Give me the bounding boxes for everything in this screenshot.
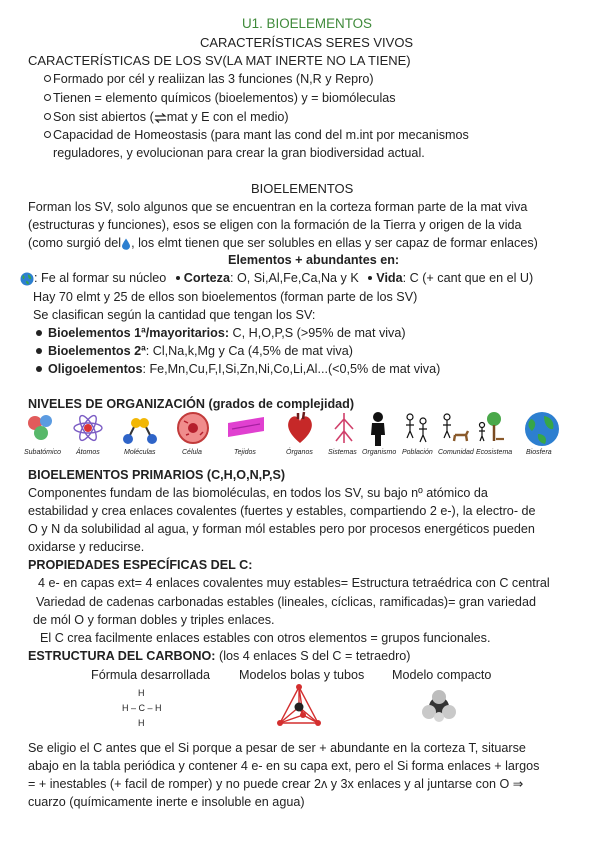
molecule-icon [122,411,158,445]
class-secondary [48,343,353,359]
sv-item-3-prefix: Son sist abiertos ( [53,110,154,124]
cell-icon [176,411,210,445]
ecosystem-icon [476,411,506,447]
conclusion-line: abajo en la tabla periódica y contener 4 e- en su capa ext, pero el Si forma enlaces + largos [28,759,540,773]
sv-item-1: Formado por cél y realiizan las 3 funciones (N,R y Repro) [53,72,374,86]
subatomic-icon [26,411,56,445]
crust-label: Corteza [183,271,230,285]
bullet-icon [44,113,51,120]
primary-heading: BIOELEMENTOS PRIMARIOS (C,H,O,N,P,S) [28,468,286,482]
class-primary-label: Bioelementos 1ª/mayoritarios: [48,326,230,340]
level-caption: Biosfera [526,449,552,456]
class-secondary-text: : Cl,Na,k,Mg y Ca (4,5% de mat viva) [145,344,353,358]
bullet-icon [44,75,51,82]
primary-line: Componentes fundam de las biomoléculas, en todos los SV, su bajo nº atómico da [28,486,488,500]
class-oligo [48,361,440,377]
model-label: Fórmula desarrollada [91,668,210,682]
primary-line: O y N da solubilidad al agua, y forman mól estables pero por procesos energéticos pueden [28,522,535,536]
water-drop-icon [121,238,131,250]
level-caption: Tejidos [234,449,256,456]
earth-text: : Fe al formar su núcleo [34,271,167,285]
level-caption: Población [402,449,433,456]
level-caption: Átomos [76,449,100,456]
system-icon [332,411,356,445]
model-label: Modelo compacto [392,668,492,682]
conclusion-line: Se eligio el C antes que el Si porque a pesar de ser + abundante en la corteza T, situarse [28,741,526,755]
bio-p1-line3a: (como surgió del [28,236,122,250]
primary-line: oxidarse y reducirse. [28,540,145,554]
abundant-line [20,270,533,286]
bullet-icon [44,131,51,138]
bullet-icon [36,366,42,372]
life-label: Vida [376,271,403,285]
class-oligo-label: Oligoelementos [48,362,143,376]
bio-p1-line2: (estructuras y funciones), esos se eligen con la formación de la Tierra y origen de la vida [28,218,522,232]
classify-line: Se clasifican según la cantidad que tengan los SV: [33,308,316,322]
model-label: Modelos bolas y tubos [239,668,365,682]
level-caption: Sistemas [328,449,357,456]
page-subtitle: CARACTERÍSTICAS SERES VIVOS [200,35,414,50]
heart-icon [284,411,316,445]
carbon-heading: PROPIEDADES ESPECÍFICAS DEL C: [28,558,253,572]
tissue-icon [226,411,266,445]
count-line: Hay 70 elmt y 25 de ellos son bioelementos (forman parte de los SV) [33,290,418,304]
class-primary [48,325,406,341]
crust-text: : O, Si,Al,Fe,Ca,Na y K [229,271,359,285]
abundant-heading: Elementos + abundantes en: [228,253,400,267]
structure-line [28,648,410,664]
page-title: U1. BIOELEMENTOS [242,16,372,31]
earth-icon [20,272,34,286]
formula-middle: H – C – H [122,703,162,713]
sv-item-4: Capacidad de Homeostasis (para mant las cond del m.int por mecanismos [53,128,469,142]
level-caption: Moléculas [124,449,156,456]
class-primary-text: C, H,O,P,S (>95% de mat viva) [229,326,406,340]
sv-item-3 [53,109,289,125]
levels-heading: NIVELES DE ORGANIZACIÓN (grados de complejidad) [28,397,355,411]
dot-icon [368,276,372,280]
bio-heading: BIOELEMENTOS [251,181,354,196]
bullet-icon [44,94,51,101]
conclusion-line: cuarzo (químicamente inerte e insoluble en agua) [28,795,305,809]
bio-p1-line3b: , los elmt tienen que ser solubles en ellas y ser capaz de formar enlaces) [131,236,538,250]
tetrahedron-icon [276,683,322,731]
biosphere-icon [522,411,562,447]
level-caption: Organismo [362,449,397,456]
bio-p1-line1: Forman los SV, solo algunos que se encuentran en la corteza forman parte de la mat viva [28,200,528,214]
bio-p1-line3 [28,235,538,251]
carbon-line: Variedad de cadenas carbonadas estables (lineales, cíclicas, ramificadas)= gran variedad [36,595,536,609]
primary-line: estabilidad y crea enlaces covalentes (fuertes y estables, compartiendo 2 e-), la electro- de [28,504,536,518]
level-caption: Órganos [286,449,313,456]
formula-bottom: H [138,718,145,728]
conclusion-line: = + inestables (+ facil de romper) y no puede crear 2ᴧ y 3x enlaces y al juntarse con O ⇒ [28,777,524,791]
bullet-icon [36,330,42,336]
community-icon [440,411,470,447]
class-oligo-text: : Fe,Mn,Cu,F,I,Si,Zn,Ni,Co,Li,Al...(<0,5% de mat viva) [142,362,441,376]
level-caption: Ecosistema [476,449,513,456]
level-caption: Comunidad [438,449,474,456]
atom-icon [72,411,104,445]
life-text: : C (+ cant que en el U) [402,271,534,285]
exchange-icon [154,113,167,123]
carbon-line: El C crea facilmente enlaces estables con otros elementos = grupos funcionales. [40,631,491,645]
sv-heading: CARACTERÍSTICAS DE LOS SV(LA MAT INERTE NO LA TIENE) [28,53,411,68]
compact-model-icon [421,690,457,724]
sv-item-3-text: mat y E con el medio) [166,110,289,124]
structure-label: ESTRUCTURA DEL CARBONO: [28,649,216,663]
dot-icon [176,276,180,280]
class-secondary-label: Bioelementos 2ª [48,344,146,358]
organism-icon [366,411,390,447]
carbon-line: de mól O y forman dobles y triples enlaces. [33,613,275,627]
structure-text: (los 4 enlaces S del C = tetraedro) [215,649,411,663]
level-caption: Subatómico [24,449,61,456]
bullet-icon [36,348,42,354]
sv-item-2: Tienen = elemento químicos (bioelementos) y = biomóleculas [53,91,396,105]
carbon-line: 4 e- en capas ext= 4 enlaces covalentes muy estables= Estructura tetraédrica con C central [38,576,550,590]
population-icon [402,411,432,447]
formula-top: H [138,688,145,698]
sv-item-4-cont: reguladores, y evolucionan para crear la gran biodiversidad actual. [53,146,425,160]
level-caption: Célula [182,449,202,456]
